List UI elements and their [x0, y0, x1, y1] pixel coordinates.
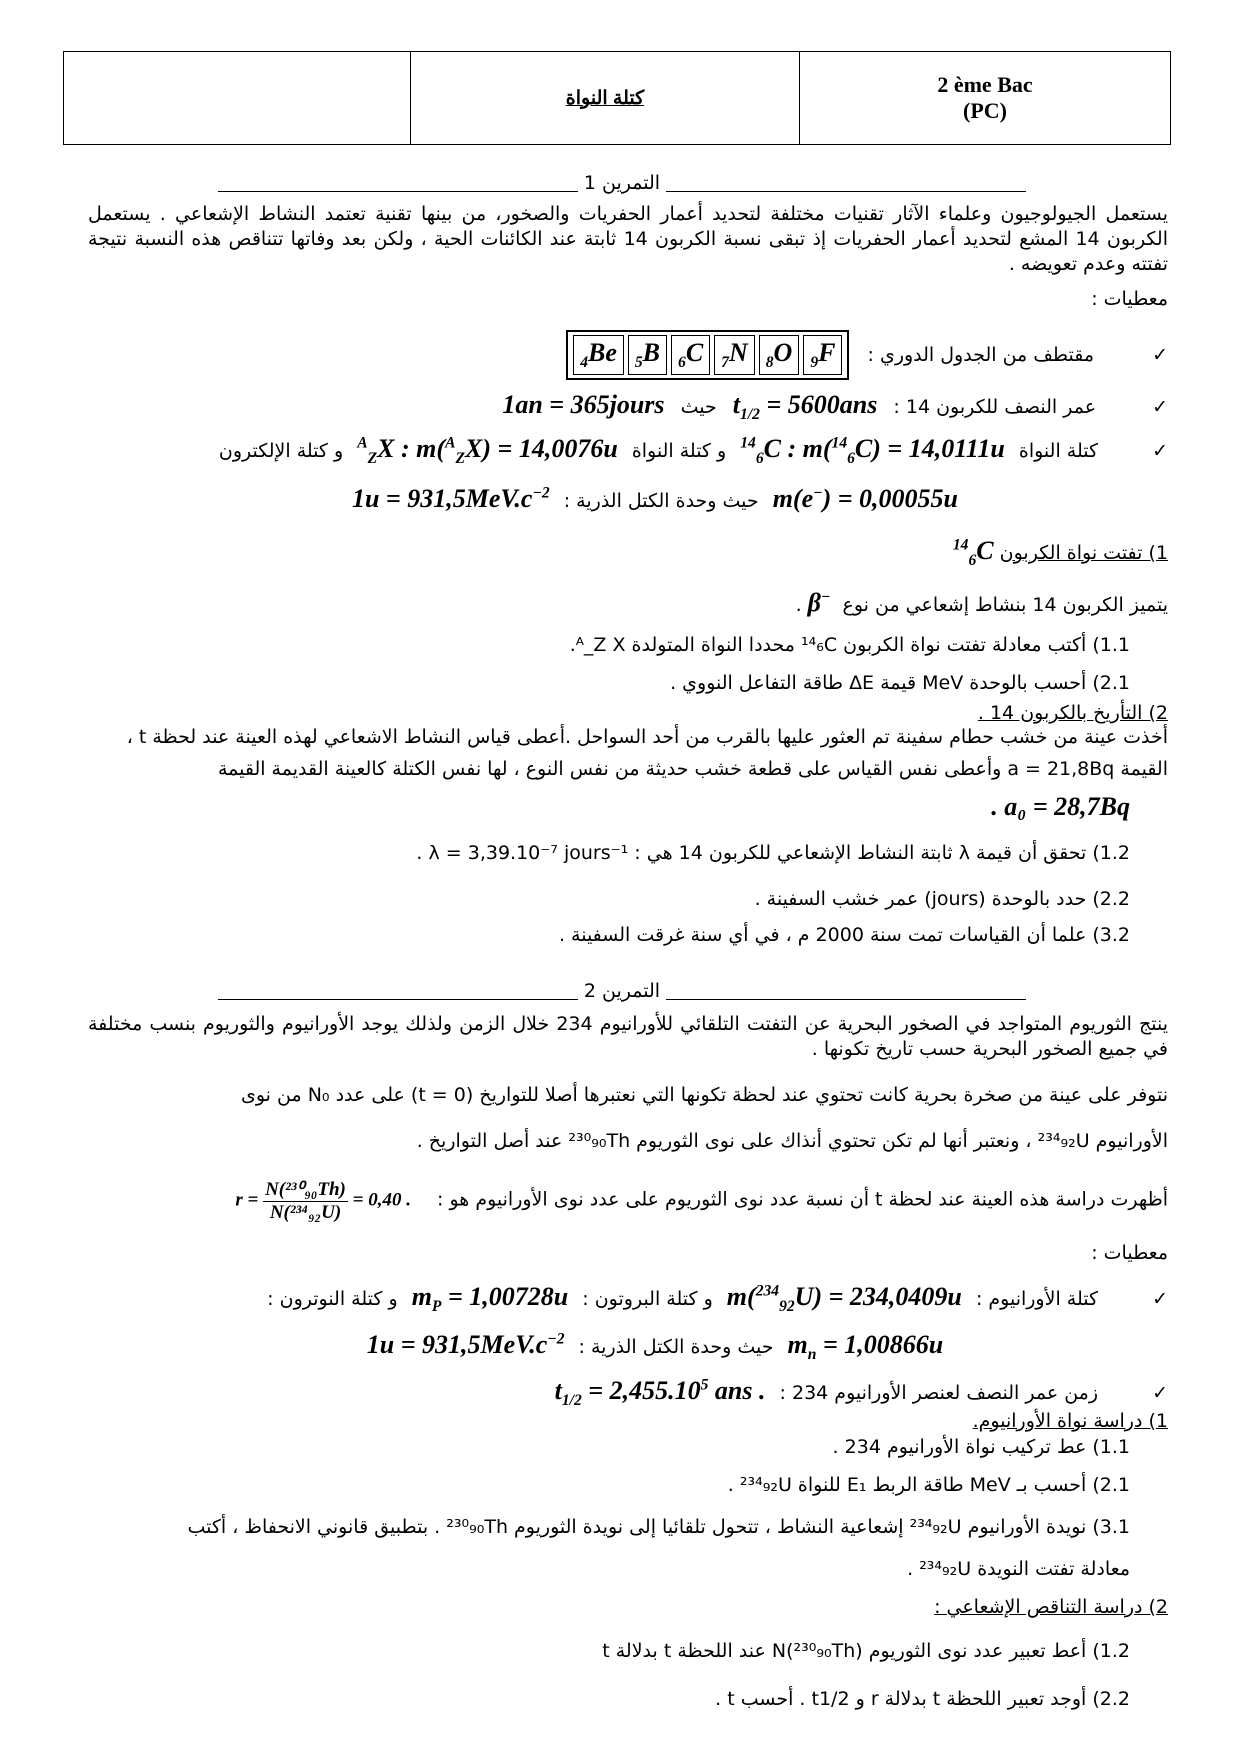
ex1-periodic-row: ✓ مقتطف من الجدول الدوري : $_4$Be $_5$B $_6$C $_7$N $_8$O $_9$F — [88, 330, 1168, 380]
ratio-num: N(²³⁰₉₀Th) — [265, 1179, 346, 1200]
periodic-label: مقتطف من الجدول الدوري : — [867, 343, 1095, 366]
ex2-part2-title: 2) دراسة التناقص الإشعاعي : — [934, 1596, 1168, 1618]
ex1-heading: التمرين 1 — [218, 172, 1026, 194]
mass-n-label: و كتلة النوترون : — [267, 1288, 398, 1310]
level-line2: (PC) — [963, 98, 1007, 123]
ex2-masses-row: ✓ كتلة الأورانيوم : m($^{234}_{92}$U) = 234,0409u و كتلة البروتون : $m_P = 1,00728u$ و كتلة النوترون : — [267, 1282, 1168, 1316]
ex2-givens-label: معطيات : — [1091, 1242, 1168, 1264]
element-be: $_4$Be — [573, 335, 624, 375]
ex2-amu-value: $1u = 931,5MeV.c^{-2}$ — [366, 1330, 565, 1359]
ex2-ratio-row: أظهرت دراسة هذه العينة عند لحظة t أن نسبة عدد نوى الثوريوم على عدد نوى الأورانيوم هو : r = $\frac{\text{N(²³⁰₉₀Th)}}{\text{N(²³⁴₉₂U)}}$ = 0,40 . — [235, 1179, 1168, 1223]
ex1-givens-label: معطيات : — [1091, 288, 1168, 310]
halflife-label: عمر النصف للكربون 14 : — [893, 396, 1097, 418]
ex2-sample1: نتوفر على عينة من صخرة بحرية كانت تحتوي عند لحظة تكونها التي نعتبرها أصلا للتواريخ (t = 0) على عدد N₀ من نوى — [241, 1084, 1168, 1106]
ex2-halflife-value: $t_{1/2} = 2,455.10^5$ ans . — [554, 1376, 766, 1410]
ex2-sample2: الأورانيوم ²³⁴₉₂U ، ونعتبر أنها لم تكن تحتوي أنذاك على نوى الثوريوم ²³⁰₉₀Th عند أصل التواريخ . — [416, 1130, 1168, 1152]
ex1-q1-2: 1.2) تحقق أن قيمة λ ثابتة النشاط الإشعاعي للكربون 14 هي : λ = 3,39.10⁻⁷ jours⁻¹ . — [416, 842, 1130, 864]
mass-u-value: m($^{234}_{92}$U) = 234,0409u — [726, 1282, 962, 1316]
ex2-amu-row — [180, 1330, 1130, 1364]
ex2-q1-1: 1.1) عط تركيب نواة الأورانيوم 234 . — [832, 1436, 1130, 1458]
year-value: 1an = 365jours — [502, 390, 665, 419]
mass-e-value: m(e−) = 0,00055u — [772, 484, 959, 513]
ex1-q2-1: 2.1) أحسب بالوحدة MeV قيمة ΔE طاقة التفاعل النووي . — [670, 672, 1130, 694]
mass-x-value: $^A_Z$X : m($^A_Z$X) = 14,0076u — [357, 434, 618, 468]
level-line1: 2 ème Bac — [937, 72, 1033, 97]
ex1-part2-text3: a₀ = 28,7Bq . — [991, 792, 1130, 821]
ex1-part1-intro: يتميز الكربون 14 بنشاط إشعاعي من نوع β− . — [795, 588, 1168, 617]
ex2-heading: التمرين 2 — [218, 980, 1026, 1002]
mass-x-label: و كتلة النواة — [631, 440, 727, 462]
where-text: حيث — [680, 396, 717, 418]
ex2-part1-title: 1) دراسة نواة الأورانيوم. — [972, 1410, 1168, 1432]
ex1-amu-row — [180, 484, 1130, 514]
ex1-part2-text1: أخذت عينة من خشب حطام سفينة تم العثور عليها بالقرب من أحد السواحل .أعطى قياس النشاط الاشعاعي لهذه العينة عند لحظة t ، — [126, 726, 1168, 748]
ex1-masses-row: ✓ كتلة النواة $^{14}_6$C : m($^{14}_6$C) = 14,0111u و كتلة النواة $^A_Z$X : m($^A_Z$X) = 14,0076u و كتلة الإلكترون — [218, 434, 1168, 468]
ex1-intro: يستعمل الجيولوجيون وعلماء الآثار تقنيات مختلفة لتحديد أعمار الحفريات والصخور، من بينها تقنية تعتمد النشاط الإشعاعي . يستعمل الكربون 14 المشع لتحديد أعمار الحفريات إذ تبقى نسبة الكربون 14 ثابتة عند الكائنات الحية ، ولكن بعد وفاتها تتناقص هذه النسبة نتيجة تفتته وعدم تعويضه . — [88, 203, 1168, 275]
element-b: $_5$B — [628, 335, 667, 375]
ex2-intro: ينتج الثوريوم المتواجد في الصخور البحرية عن التفتت التلقائي للأورانيوم 234 خلال الزمن ولذلك يوجد الأورانيوم والثوريوم بنسب مختلفة في جميع الصخور البحرية حسب تاريخ تكونها . — [88, 1013, 1168, 1060]
ex1-part2-title: 2) التأريخ بالكربون 14 . — [977, 702, 1168, 724]
level-cell — [800, 52, 1171, 145]
amu-value: $1u = 931,5MeV.c^{-2}$ — [351, 484, 550, 513]
ratio-den: N(²³⁴₉₂U) — [269, 1202, 342, 1223]
element-f: $_9$F — [803, 335, 842, 375]
empty-header-cell — [64, 52, 411, 145]
ex2-q3-1a: 3.1) نويدة الأورانيوم ²³⁴₉₂U إشعاعية النشاط ، تتحول تلقائيا إلى نويدة الثوريوم ²³⁰₉₀Th . بتطبيق قانوني الانحفاظ ، أكتب — [187, 1516, 1130, 1538]
mass-e-label: و كتلة الإلكترون — [218, 440, 344, 462]
ex1-part1-title: 1) تفتت نواة الكربون $^{14}_6$C — [952, 536, 1168, 570]
ex1-q1-1: 1.1) أكتب معادلة تفتت نواة الكربون ¹⁴₆C محددا النواة المتولدة ᴬ_Z X. — [569, 634, 1130, 656]
mass-u-label: كتلة الأورانيوم : — [975, 1288, 1099, 1310]
periodic-table-excerpt — [566, 330, 849, 380]
ex1-part2-text2: القيمة a = 21,8Bq وأعطى نفس القياس على قطعة خشب حديثة من نفس النوع ، لها نفس الكتلة كالعينة القديمة القيمة — [217, 758, 1168, 780]
ratio-fraction — [263, 1178, 348, 1224]
ex2-q2-2: 2.2) أوجد تعبير اللحظة t بدلالة r و t1/2 . أحسب t . — [715, 1688, 1130, 1710]
page-title: كتلة النواة — [565, 87, 645, 109]
ex2-halflife-row: ✓ زمن عمر النصف لعنصر الأورانيوم 234 : $t_{1/2} = 2,455.10^5$ ans . — [554, 1376, 1168, 1410]
ex1-q2-2: 2.2) حدد بالوحدة (jours) عمر خشب السفينة . — [754, 888, 1130, 910]
ex1-q3-2: 3.2) علما أن القياسات تمت سنة 2000 م ، في أي سنة غرقت السفينة . — [558, 924, 1130, 946]
title-cell — [411, 52, 800, 145]
mass-n-value: $m_n = 1,00866u$ — [787, 1330, 944, 1364]
mass-c-label: كتلة النواة — [1018, 440, 1099, 462]
mass-c-value: $^{14}_6$C : m($^{14}_6$C) = 14,0111u — [740, 434, 1005, 468]
ex2-q3-1b: معادلة تفتت النويدة ²³⁴₉₂U . — [907, 1558, 1130, 1580]
ex1-halflife-row: ✓ عمر النصف للكربون 14 : $t_{1/2} = 5600ans$ حيث 1an = 365jours — [502, 390, 1168, 424]
mass-p-label: و كتلة البروتون : — [582, 1288, 713, 1310]
amu-label: حيث وحدة الكتل الذرية : — [563, 490, 759, 512]
ratio-text: أظهرت دراسة هذه العينة عند لحظة t أن نسبة عدد نوى الثوريوم على عدد نوى الأورانيوم هو : — [437, 1188, 1168, 1211]
header-table — [63, 51, 1171, 145]
ex2-halflife-label: زمن عمر النصف لعنصر الأورانيوم 234 : — [779, 1382, 1099, 1404]
element-n: $_7$N — [714, 335, 755, 375]
ex2-amu-label: حيث وحدة الكتل الذرية : — [578, 1336, 774, 1358]
halflife-value: $t_{1/2} = 5600ans$ — [732, 390, 878, 424]
ex2-q2-1: 2.1) أحسب بـ MeV طاقة الربط E₁ للنواة ²³⁴₉₂U . — [727, 1474, 1130, 1496]
element-c: $_6$C — [671, 335, 710, 375]
ex2-q1-2: 1.2) أعط تعبير عدد نوى الثوريوم N(²³⁰₉₀Th) عند اللحظة t بدلالة t — [602, 1640, 1130, 1662]
mass-p-value: $m_P = 1,00728u$ — [411, 1282, 569, 1316]
element-o: $_8$O — [759, 335, 800, 375]
